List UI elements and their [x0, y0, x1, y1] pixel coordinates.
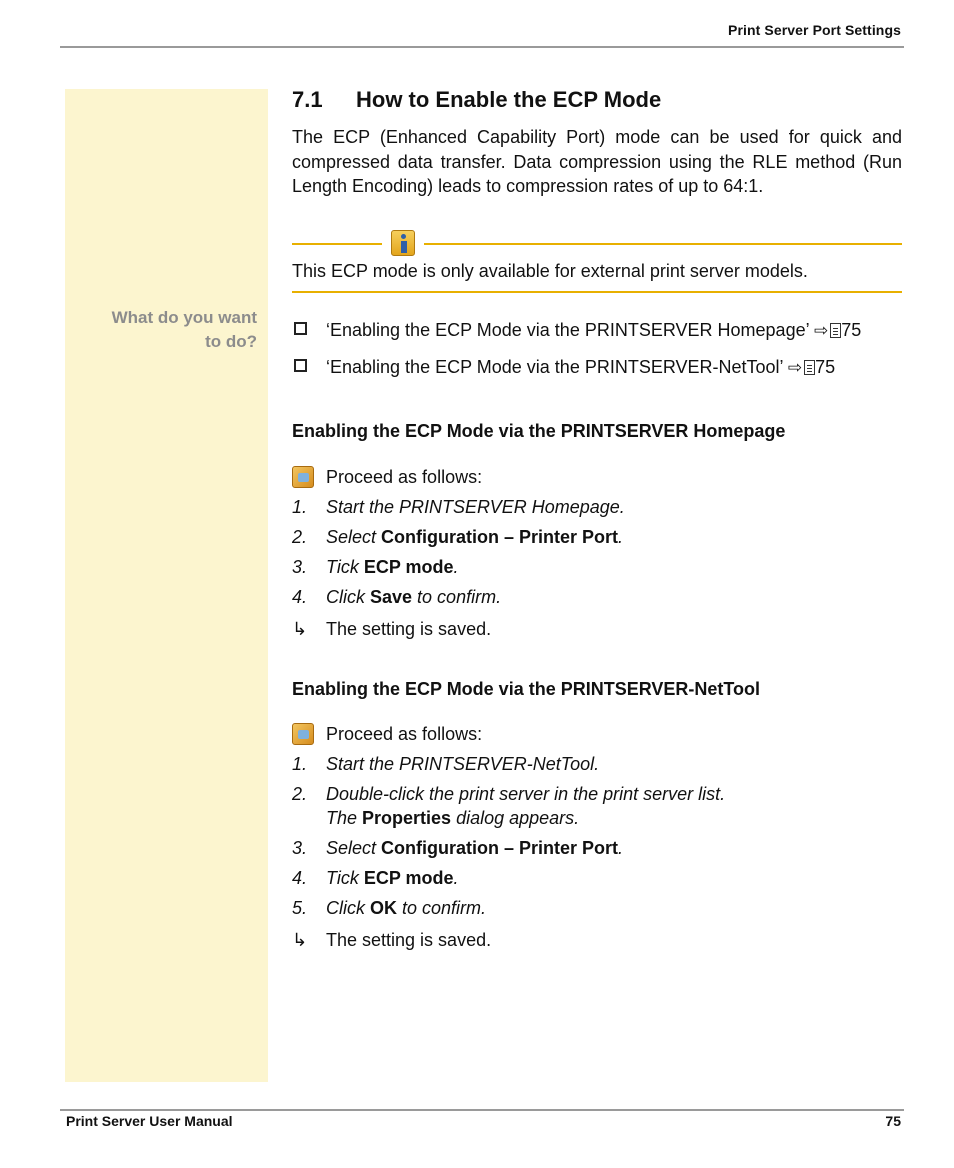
step-number: 2.: [292, 526, 308, 547]
running-header: Print Server Port Settings: [728, 22, 901, 38]
result-text: The setting is saved.: [326, 929, 492, 950]
section-number: 7.1: [292, 87, 323, 112]
procedure-icon: [292, 466, 314, 488]
step-text: Double-click the print server in the print server list.: [326, 783, 726, 804]
result-arrow-icon: ↳: [292, 618, 308, 639]
result-arrow-icon: ↳: [292, 929, 308, 950]
page-reference-icon: [830, 323, 841, 338]
task-link-homepage[interactable]: [292, 318, 902, 355]
ui-term: ECP mode: [363, 867, 454, 888]
ui-term: ECP mode: [363, 556, 454, 577]
proceed-line: [292, 465, 902, 489]
subheading-nettool: Enabling the ECP Mode via the PRINTSERVER-NetTool: [292, 678, 761, 699]
step-item: 4. Click Save to confirm.: [292, 586, 502, 607]
step-item: 2. Select Configuration – Printer Port.: [292, 526, 624, 547]
step-item: 3. Tick ECP mode.: [292, 556, 459, 577]
page-reference-icon: [804, 360, 815, 375]
cross-reference-arrow-icon: ⇨: [787, 357, 803, 377]
step-text: Start the PRINTSERVER Homepage.: [326, 496, 625, 517]
result-line: [292, 928, 902, 952]
procedure-icon: [292, 723, 314, 745]
section-title: How to Enable the ECP Mode: [356, 87, 662, 112]
ui-term: OK: [370, 897, 397, 918]
ui-term: Save: [370, 586, 413, 607]
step-text: Start the PRINTSERVER-NetTool.: [326, 753, 600, 774]
ui-term: Configuration – Printer Port: [381, 526, 619, 547]
footer-rule: [60, 1109, 904, 1111]
task-label: ‘Enabling the ECP Mode via the PRINTSERVER-NetTool’: [326, 356, 783, 377]
footer-manual-title: Print Server User Manual: [66, 1113, 233, 1129]
proceed-line: [292, 722, 902, 746]
intro-paragraph: The ECP (Enhanced Capability Port) mode can be used for quick and compressed data transfer. Data compression using the RLE method (Run Length Encoding) leads to compression rates of up to 64:1.: [292, 127, 902, 196]
checkbox-icon: [294, 359, 307, 372]
task-page: 75: [841, 319, 862, 340]
checkbox-icon: [294, 322, 307, 335]
header-rule: [60, 46, 904, 48]
task-link-nettool[interactable]: [292, 355, 902, 392]
step-number: 2.: [292, 783, 308, 804]
note-text: This ECP mode is only available for external print server models.: [292, 260, 808, 281]
step-item: 2. Double-click the print server in the print server list. The Properties dialog appears.: [292, 783, 726, 828]
step-number: 3.: [292, 556, 308, 577]
step-number: 1.: [292, 753, 308, 774]
result-line: [292, 617, 902, 641]
section-heading: [292, 85, 902, 115]
homepage-steps: [292, 495, 902, 609]
main-content: [292, 85, 902, 952]
task-page: 75: [815, 356, 836, 377]
nettool-steps: [292, 752, 902, 920]
sidebar-label-line1: What do you want: [111, 308, 257, 327]
step-item: [292, 495, 902, 519]
step-number: 4.: [292, 867, 308, 888]
result-text: The setting is saved.: [326, 618, 492, 639]
note-bottom-rule: [292, 291, 902, 293]
task-label: ‘Enabling the ECP Mode via the PRINTSERVER Homepage’: [326, 319, 809, 340]
subheading-homepage: Enabling the ECP Mode via the PRINTSERVER Homepage: [292, 420, 786, 441]
step-number: 4.: [292, 586, 308, 607]
step-item: 5. Click OK to confirm.: [292, 897, 487, 918]
step-number: 1.: [292, 496, 308, 517]
step-item: 3. Select Configuration – Printer Port.: [292, 837, 624, 858]
footer-page-number: 75: [885, 1113, 901, 1129]
cross-reference-arrow-icon: ⇨: [813, 320, 829, 340]
step-number: 5.: [292, 897, 308, 918]
task-list: [292, 318, 902, 392]
ui-term: Properties: [362, 807, 452, 828]
proceed-text: Proceed as follows:: [326, 723, 483, 744]
proceed-text: Proceed as follows:: [326, 466, 483, 487]
step-item: 4. Tick ECP mode.: [292, 867, 459, 888]
step-number: 3.: [292, 837, 308, 858]
sidebar-label-line2: to do?: [205, 332, 257, 351]
ui-term: Configuration – Printer Port: [381, 837, 619, 858]
info-icon: [391, 230, 415, 256]
note-top-rule: [292, 230, 902, 258]
sidebar-label: [67, 306, 257, 354]
step-item: [292, 752, 902, 776]
margin-sidebar: [65, 89, 268, 1082]
